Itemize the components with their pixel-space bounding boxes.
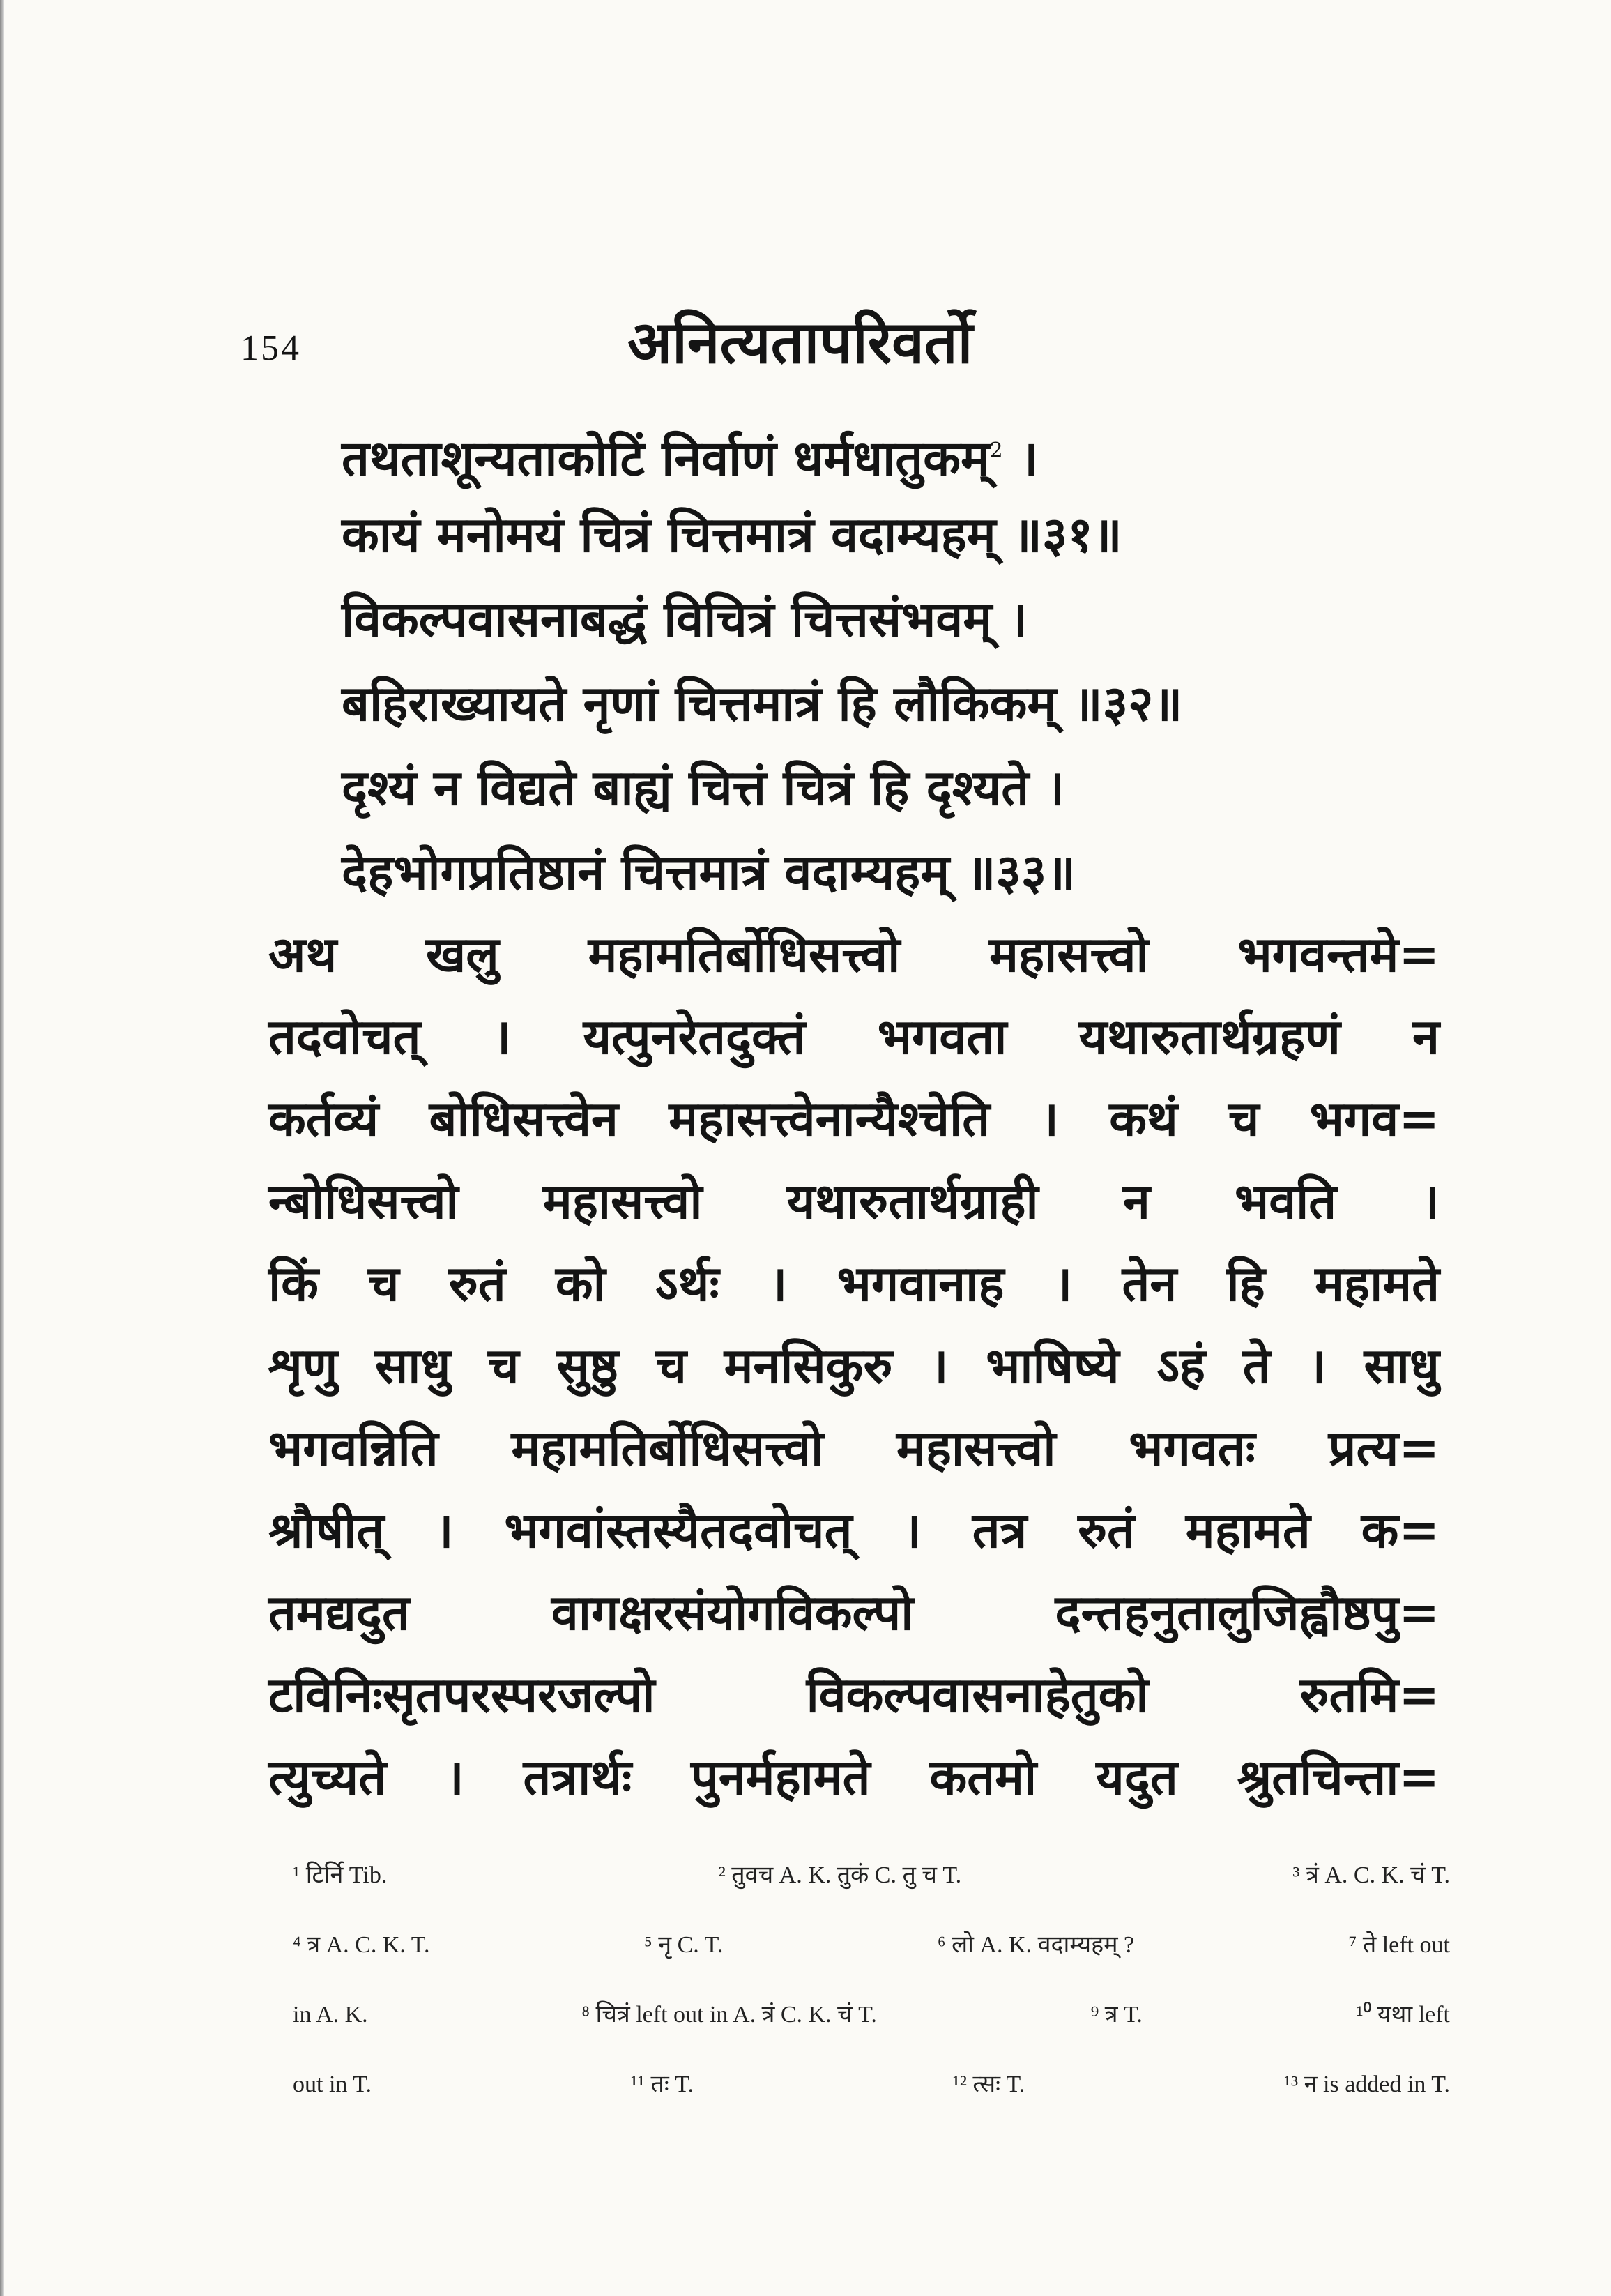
footnote: ⁷ ते left out [1348, 1932, 1450, 1958]
footnote: ¹¹ तः T. [630, 2071, 694, 2097]
prose-line: तदवोचत् । यत्पुनरेतदुक्तं भगवता यथारुतार्थग्रहणं न [268, 1008, 1440, 1065]
prose-line: कर्तव्यं बोधिसत्त्वेन महासत्त्वेनान्यैश्चेति । कथं च भगव= [268, 1090, 1440, 1148]
footnote: ⁹ त्र T. [1090, 2002, 1143, 2028]
verse-block [342, 408, 1182, 914]
footnotes [293, 1841, 1450, 2120]
footnote: ⁸ चित्रं left out in A. त्रं C. K. चं T. [581, 2002, 877, 2028]
verse-line: तथताशून्यताकोटिं निर्वाणं धर्मधातुकम्$^2$ । [342, 429, 1039, 487]
footnote: ¹ टिर्नि Tib. [293, 1862, 388, 1888]
page-number: 154 [240, 328, 301, 368]
prose-line: शृणु साधु च सुष्ठु च मनसिकुरु । भाषिष्ये ऽहं ते । साधु [268, 1337, 1440, 1394]
footnote: ⁶ लो A. K. वदाम्यहम् ? [937, 1932, 1135, 1958]
prose-line: किं च रुतं को ऽर्थः । भगवानाह । तेन हि महामते [268, 1254, 1440, 1312]
prose-line: न्बोधिसत्त्वो महासत्त्वो यथारुतार्थग्राही न भवति । [268, 1172, 1440, 1230]
footnote: ³ त्रं A. C. K. चं T. [1292, 1862, 1450, 1888]
footnote: ¹² त्सः T. [952, 2071, 1025, 2097]
footnote: ⁵ नृ C. T. [643, 1932, 724, 1958]
verse-line: विकल्पवासनाबद्धं विचित्रं चित्तसंभवम् । [342, 590, 1028, 648]
verse-line: देहभोगप्रतिष्ठानं चित्तमात्रं वदाम्यहम् ॥३३॥ [342, 843, 1076, 901]
footnote: out in T. [293, 2071, 372, 2097]
prose-line: श्रौषीत् । भगवांस्तस्यैतदवोचत् । तत्र रुतं महामते क= [268, 1501, 1440, 1559]
prose-paragraph [268, 913, 1440, 1818]
prose-line: टविनिःसृतपरस्परजल्पो विकल्पवासनाहेतुको रुतमि= [268, 1666, 1440, 1724]
footnote-line [293, 1910, 1450, 1980]
verse-line: दृश्यं न विद्यते बाह्यं चित्तं चित्रं हि दृश्यते । [342, 759, 1064, 816]
footnote-line [293, 2050, 1450, 2120]
footnote: ¹³ न is added in T. [1283, 2071, 1450, 2097]
prose-line: भगवन्निति महामतिर्बोधिसत्त्वो महासत्त्वो भगवतः प्रत्य= [268, 1419, 1440, 1477]
prose-line: त्युच्यते । तत्रार्थः पुनर्महामते कतमो यदुत श्रुतचिन्ता= [268, 1748, 1440, 1806]
scan-edge [0, 0, 4, 2296]
running-title: अनित्यतापरिवर्तो [627, 307, 973, 377]
footnote: ⁴ त्र A. C. K. T. [293, 1932, 430, 1958]
verse-line: कायं मनोमयं चित्रं चित्तमात्रं वदाम्यहम् ॥३१॥ [342, 505, 1122, 563]
verse-line: बहिराख्यायते नृणां चित्तमात्रं हि लौकिकम् ॥३२॥ [342, 674, 1183, 732]
prose-line: तमद्यदुत वागक्षरसंयोगविकल्पो दन्तहनुतालुजिह्वौष्ठपु= [268, 1583, 1440, 1641]
footnote: ¹⁰ यथा left [1356, 2002, 1450, 2028]
prose-line: अथ खलु महामतिर्बोधिसत्त्वो महासत्त्वो भगवन्तमे= [268, 925, 1440, 983]
footnote-line [293, 1841, 1450, 1910]
footnote: ² तुवच A. K. तुकं C. तु च T. [718, 1862, 962, 1888]
footnote: in A. K. [293, 2002, 368, 2028]
footnote-line [293, 1980, 1450, 2050]
